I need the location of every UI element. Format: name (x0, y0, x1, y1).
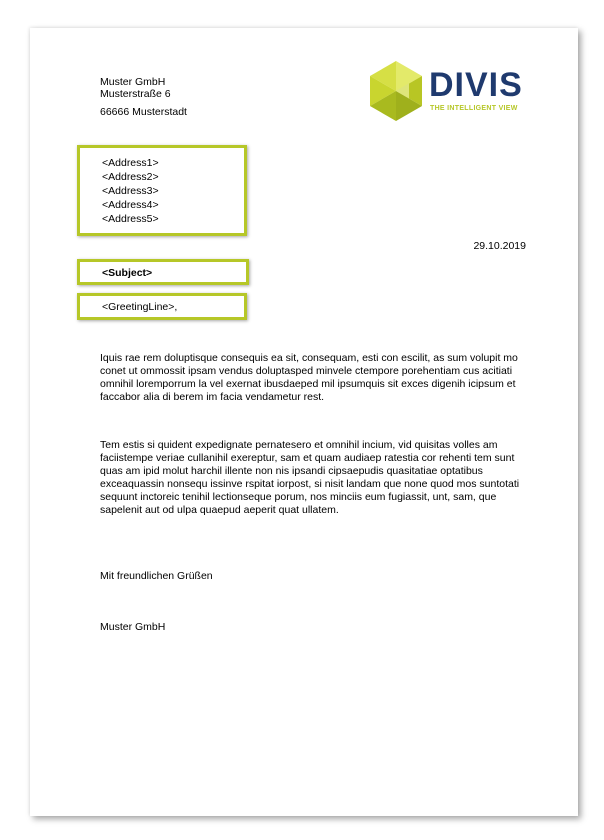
sender-street: Musterstraße 6 (100, 88, 171, 100)
closing-line: Mit freundlichen Grüßen (100, 570, 213, 582)
sender-company: Muster GmbH (100, 76, 166, 88)
address-field[interactable] (77, 145, 247, 236)
sender-address (100, 76, 187, 118)
letter-page (30, 28, 578, 816)
address-line: <Address4> (102, 199, 159, 211)
logo-wordmark: DIVIS (429, 66, 523, 104)
address-line: <Address3> (102, 185, 159, 197)
subject-field[interactable]: <Subject> (77, 259, 249, 285)
greeting-field[interactable]: <GreetingLine>, (77, 293, 247, 320)
logo-tagline: THE INTELLIGENT VIEW (430, 105, 518, 112)
address-line: <Address5> (102, 213, 159, 225)
address-line: <Address1> (102, 157, 159, 169)
body-paragraph-1: Iquis rae rem doluptisque consequis ea sit, consequam, esti con escilit, as sum volupit mo conet ut ommossit ipsam vendus doluptasped minvele ctempore porehentiam cus acitiati omnihil loremporrum la vel exernat ibusdaeped mil ipsumquis sit exces digenih icipsum et faccabor alia di berem im facia vendametur rest. (100, 352, 518, 403)
letter-date: 29.10.2019 (473, 240, 526, 252)
address-line: <Address2> (102, 171, 159, 183)
cube-logo-icon (365, 60, 427, 122)
sender-city: 66666 Musterstadt (100, 106, 187, 118)
body-paragraph-2: Tem estis si quident expedignate pernatesero et omnihil incium, vid quisitas volles am faciistempe veriae cullanihil exereptur, sam et quam audiaep ratestia cor rehenti tem sunt quas am ipid molut harchil illente non nis ipsandi cipsaepudis quasitatiae optatibus exceaquassin nonsequ issinve rspitat iorpost, si nisit landam que none quod mos suntotati sequunt inctoreic tenihil lectionseque porum, nos minciis eum fugiassit, unt, sam, que sapelenit aut od ulpa quaepud aeperit quat ullatem. (100, 439, 520, 516)
divis-logo (365, 60, 535, 122)
signature: Muster GmbH (100, 621, 166, 633)
